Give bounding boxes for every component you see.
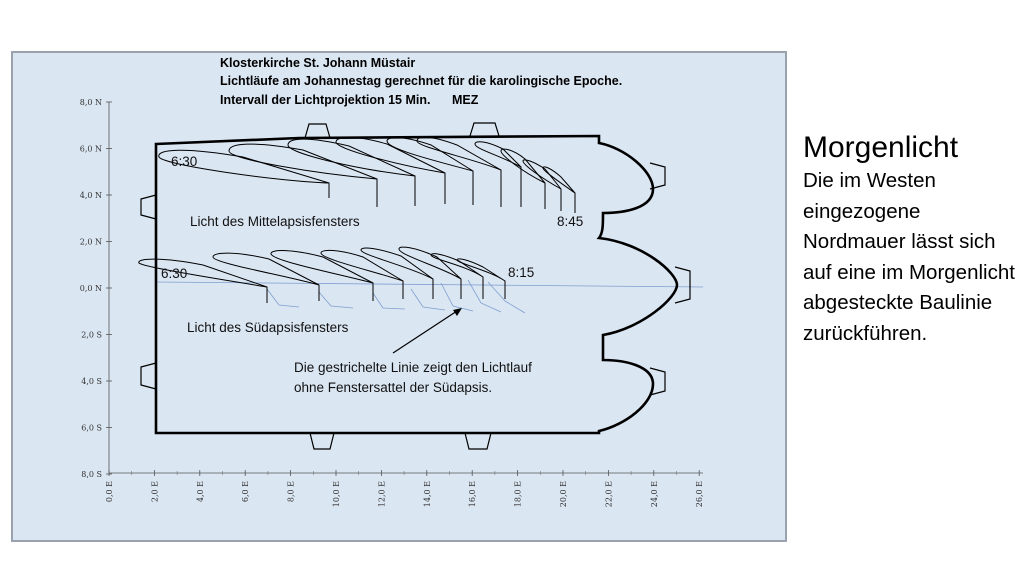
annotation-arrow: [393, 308, 462, 353]
arrow-line: [393, 311, 457, 353]
light-shape: [288, 139, 415, 206]
y-tick-labels: [80, 98, 112, 479]
buttress: [141, 363, 156, 389]
church-plan-figure: [11, 51, 787, 542]
title-line-1: Klosterkirche St. Johann Müstair: [220, 56, 416, 70]
x-tick-label: 20,0 E: [559, 481, 568, 508]
buttress: [305, 124, 330, 138]
x-tick-label: 16,0 E: [468, 481, 478, 508]
arrow-head: [453, 308, 462, 316]
x-tick-label: 18,0 E: [513, 480, 523, 508]
light-shape: [321, 250, 403, 299]
light-shape: [501, 149, 545, 209]
y-tick-label: 2,0 S: [81, 330, 102, 340]
church-floor-plan: [13, 53, 785, 540]
x-tick-label: 14,0 E: [422, 481, 432, 508]
title-line-2: Lichtläufe am Johannestag gerechnet für die karolingische Epoche.: [220, 74, 623, 88]
y-tick-label: 6,0 S: [81, 423, 102, 433]
y-tick-label: 0,0 N: [79, 284, 102, 293]
x-tick-label: 0,0 E: [105, 481, 114, 503]
south-start-time: 6:30: [161, 266, 188, 281]
x-tick-label: 8,0 E: [286, 481, 296, 503]
light-shape: [271, 251, 373, 301]
light-shape: [139, 259, 267, 303]
buttress: [470, 123, 499, 136]
buttress: [310, 433, 334, 449]
light-shape: [523, 160, 561, 211]
note-line-1: Die gestrichelte Linie zeigt den Lichtlauf: [294, 360, 532, 375]
dashed-trace: [319, 292, 353, 308]
dashed-trace: [441, 283, 473, 311]
buttress: [465, 433, 491, 449]
dashed-light-path: [156, 280, 703, 313]
light-shape: [213, 253, 319, 301]
buttress: [141, 195, 156, 219]
y-tick-label: 4,0 N: [79, 191, 102, 200]
title-line-3: [220, 93, 478, 107]
light-shape: [361, 248, 433, 299]
side-body: Die im Westen eingezogene Nordmauer lässt sich auf eine im Morgenlicht abgesteckte Baulinie zurückführen.: [803, 169, 1015, 345]
south-apse-caption: Licht des Südapsisfensters: [187, 320, 349, 335]
y-tick-label: 8,0 N: [79, 98, 102, 107]
y-tick-label: 2,0 N: [79, 237, 102, 247]
dashed-trace: [373, 293, 405, 309]
x-tick-label: 12,0 E: [377, 481, 387, 508]
x-tick-labels: [105, 470, 704, 507]
title-interval: Intervall der Lichtprojektion 15 Min.: [220, 93, 431, 107]
title-timezone: MEZ: [451, 93, 479, 107]
x-tick-label: 6,0 E: [241, 481, 251, 503]
middle-apse-light-shapes: [159, 137, 575, 213]
x-tick-label: 26,0 E: [695, 481, 705, 508]
y-tick-label: 6,0 N: [79, 144, 102, 154]
x-tick-label: 24,0 E: [649, 481, 659, 508]
light-shape: [543, 167, 575, 213]
y-tick-label: 8,0 S: [81, 470, 102, 479]
light-shape: [399, 247, 461, 299]
x-tick-label: 10,0 E: [332, 481, 341, 508]
side-text-panel: [803, 130, 1018, 349]
note-line-2: ohne Fenstersattel der Südapsis.: [294, 380, 493, 395]
middle-start-time: 6:30: [171, 154, 198, 169]
side-heading: Morgenlicht: [803, 131, 959, 164]
south-end-time: 8:15: [508, 265, 535, 280]
x-tick-label: 2,0 E: [150, 481, 160, 503]
y-tick-label: 4,0 S: [81, 377, 102, 386]
middle-apse-caption: Licht des Mittelapsisfensters: [190, 214, 360, 229]
middle-end-time: 8:45: [557, 214, 584, 229]
south-apse-light-shapes: [139, 247, 505, 303]
light-shape: [417, 137, 501, 207]
x-tick-label: 22,0 E: [604, 481, 614, 508]
dashed-trace: [411, 289, 445, 310]
dashed-trace: [267, 289, 299, 307]
x-tick-label: 4,0 E: [195, 481, 205, 503]
